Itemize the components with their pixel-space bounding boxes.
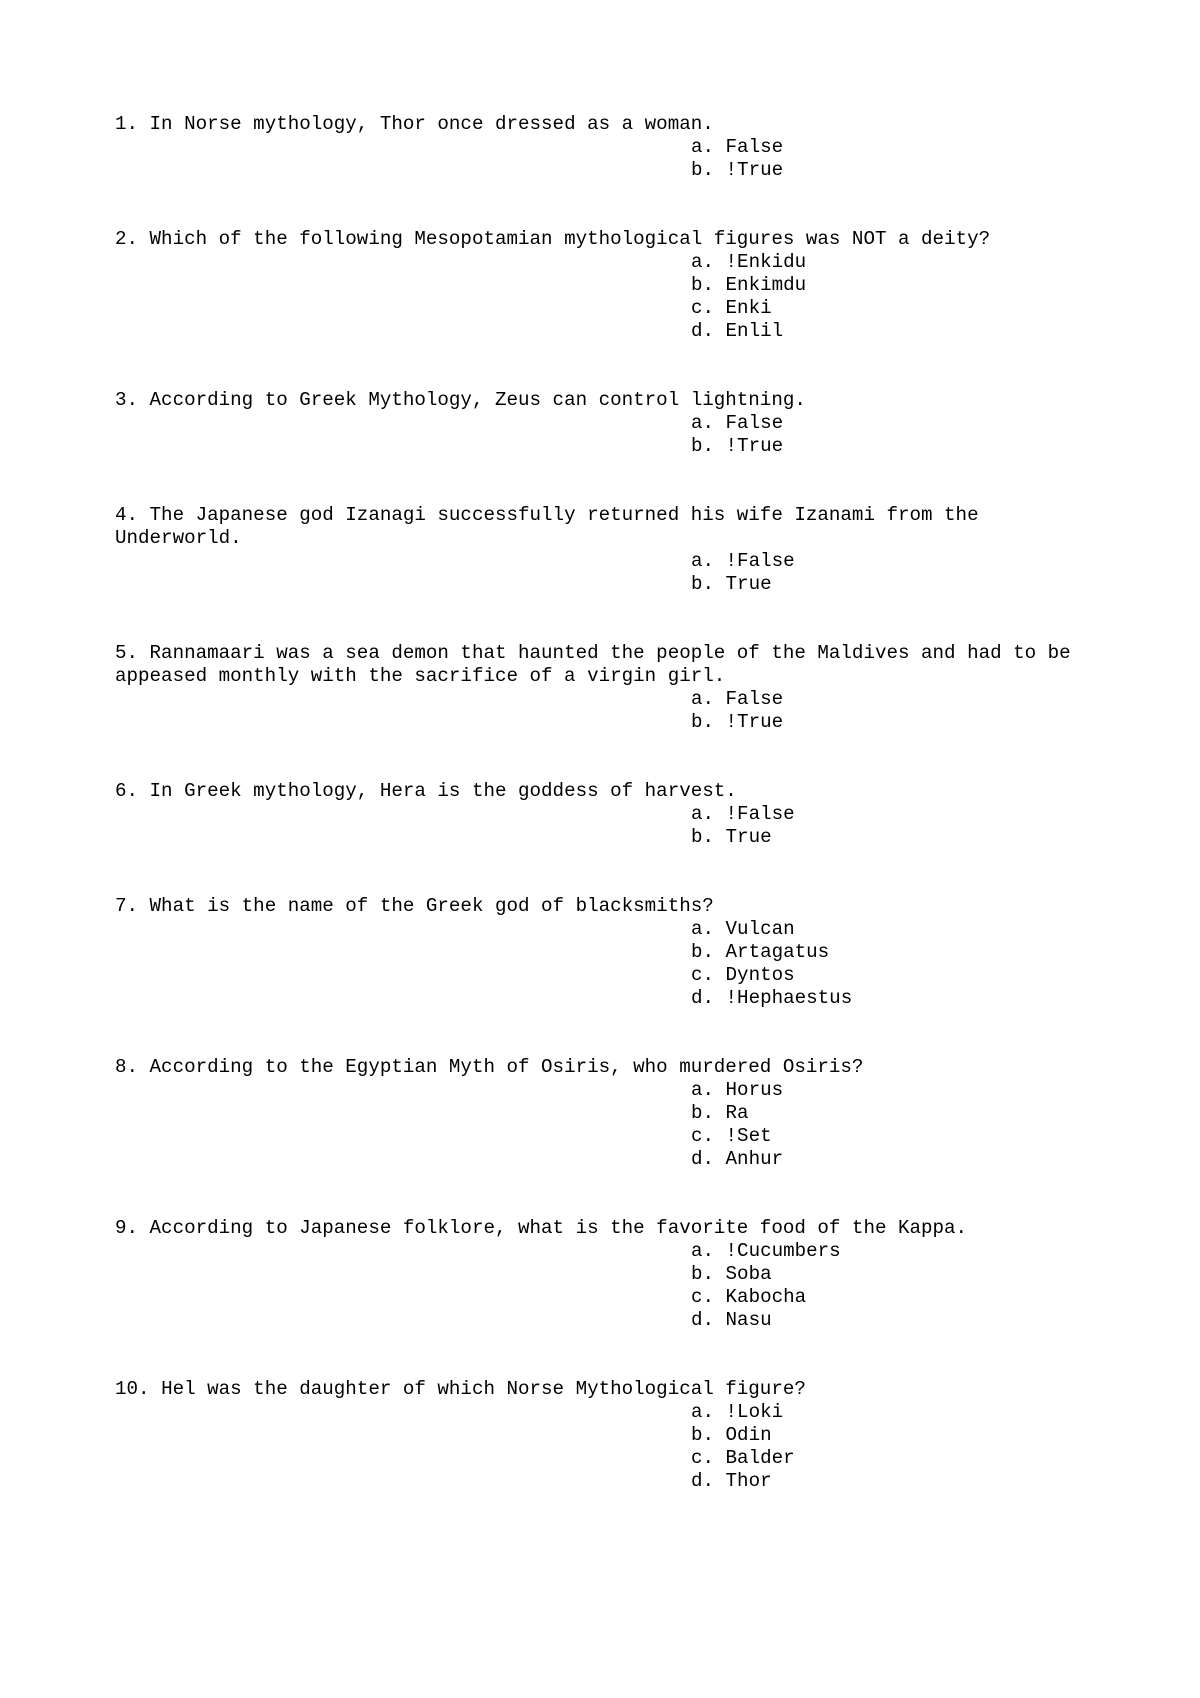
option-letter: b. bbox=[691, 159, 715, 181]
answer-option bbox=[691, 320, 1115, 343]
answer-options bbox=[115, 1240, 1115, 1332]
answer-options bbox=[115, 550, 1115, 596]
option-letter: d. bbox=[691, 320, 715, 342]
answer-options bbox=[115, 803, 1115, 849]
answer-option bbox=[691, 1447, 1115, 1470]
option-letter: d. bbox=[691, 1470, 715, 1492]
option-letter: a. bbox=[691, 1401, 715, 1423]
answer-option bbox=[691, 1079, 1115, 1102]
question-prompt: According to the Egyptian Myth of Osiris, who murdered Osiris? bbox=[149, 1056, 864, 1078]
answer-option bbox=[691, 1102, 1115, 1125]
answer-option bbox=[691, 1263, 1115, 1286]
option-text: Anhur bbox=[725, 1148, 784, 1170]
question-text bbox=[115, 504, 1115, 550]
quiz-question bbox=[115, 780, 1115, 849]
option-text: False bbox=[725, 412, 784, 434]
answer-option bbox=[691, 918, 1115, 941]
question-text bbox=[115, 895, 1115, 918]
option-letter: b. bbox=[691, 1263, 715, 1285]
answer-option bbox=[691, 964, 1115, 987]
question-number: 5. bbox=[115, 642, 139, 664]
quiz-question bbox=[115, 642, 1115, 734]
quiz-question bbox=[115, 504, 1115, 596]
quiz-question bbox=[115, 895, 1115, 1010]
option-text: Artagatus bbox=[725, 941, 830, 963]
answer-option bbox=[691, 688, 1115, 711]
option-text: Enki bbox=[725, 297, 772, 319]
question-text bbox=[115, 1378, 1115, 1401]
answer-options bbox=[115, 1079, 1115, 1171]
option-text: Enlil bbox=[725, 320, 784, 342]
answer-option bbox=[691, 550, 1115, 573]
question-number: 4. bbox=[115, 504, 139, 526]
option-letter: b. bbox=[691, 274, 715, 296]
option-letter: c. bbox=[691, 1125, 715, 1147]
option-text: !Enkidu bbox=[725, 251, 807, 273]
option-text: Kabocha bbox=[725, 1286, 807, 1308]
option-text: !False bbox=[725, 550, 795, 572]
answer-options bbox=[115, 688, 1115, 734]
option-letter: b. bbox=[691, 711, 715, 733]
answer-option bbox=[691, 1470, 1115, 1493]
answer-option bbox=[691, 573, 1115, 596]
option-text: Nasu bbox=[725, 1309, 772, 1331]
option-letter: b. bbox=[691, 1424, 715, 1446]
answer-option bbox=[691, 1240, 1115, 1263]
option-text: !Loki bbox=[725, 1401, 784, 1423]
answer-option bbox=[691, 826, 1115, 849]
question-number: 10. bbox=[115, 1378, 150, 1400]
option-text: !True bbox=[725, 159, 784, 181]
question-prompt: In Norse mythology, Thor once dressed as a woman. bbox=[149, 113, 714, 135]
question-number: 2. bbox=[115, 228, 139, 250]
answer-option bbox=[691, 412, 1115, 435]
answer-option bbox=[691, 1125, 1115, 1148]
option-text: Thor bbox=[725, 1470, 772, 1492]
option-letter: c. bbox=[691, 964, 715, 986]
option-letter: a. bbox=[691, 251, 715, 273]
option-letter: b. bbox=[691, 573, 715, 595]
answer-option bbox=[691, 274, 1115, 297]
question-text bbox=[115, 1056, 1115, 1079]
answer-options bbox=[115, 136, 1115, 182]
option-letter: b. bbox=[691, 1102, 715, 1124]
question-number: 7. bbox=[115, 895, 139, 917]
question-text bbox=[115, 780, 1115, 803]
answer-option bbox=[691, 711, 1115, 734]
option-letter: a. bbox=[691, 550, 715, 572]
question-prompt: What is the name of the Greek god of blacksmiths? bbox=[149, 895, 714, 917]
option-text: Ra bbox=[725, 1102, 749, 1124]
option-letter: a. bbox=[691, 688, 715, 710]
option-text: !Set bbox=[725, 1125, 772, 1147]
question-number: 9. bbox=[115, 1217, 139, 1239]
answer-option bbox=[691, 1309, 1115, 1332]
answer-options bbox=[115, 412, 1115, 458]
answer-option bbox=[691, 251, 1115, 274]
question-number: 3. bbox=[115, 389, 139, 411]
question-prompt: Which of the following Mesopotamian mythological figures was NOT a deity? bbox=[149, 228, 991, 250]
option-letter: c. bbox=[691, 297, 715, 319]
quiz-question bbox=[115, 1378, 1115, 1493]
option-text: !True bbox=[725, 435, 784, 457]
question-text bbox=[115, 642, 1115, 688]
option-text: Dyntos bbox=[725, 964, 795, 986]
answer-options bbox=[115, 251, 1115, 343]
answer-option bbox=[691, 159, 1115, 182]
answer-option bbox=[691, 803, 1115, 826]
option-letter: b. bbox=[691, 826, 715, 848]
option-letter: d. bbox=[691, 1309, 715, 1331]
quiz-question bbox=[115, 113, 1115, 182]
answer-option bbox=[691, 941, 1115, 964]
question-prompt: According to Greek Mythology, Zeus can control lightning. bbox=[149, 389, 806, 411]
answer-option bbox=[691, 136, 1115, 159]
option-text: True bbox=[725, 573, 772, 595]
question-text bbox=[115, 113, 1115, 136]
option-text: Vulcan bbox=[725, 918, 795, 940]
quiz-question-list bbox=[115, 113, 1115, 1539]
quiz-question bbox=[115, 389, 1115, 458]
option-letter: c. bbox=[691, 1447, 715, 1469]
option-text: !False bbox=[725, 803, 795, 825]
option-letter: c. bbox=[691, 1286, 715, 1308]
option-letter: a. bbox=[691, 136, 715, 158]
question-number: 1. bbox=[115, 113, 139, 135]
question-text bbox=[115, 1217, 1115, 1240]
answer-options bbox=[115, 1401, 1115, 1493]
option-text: False bbox=[725, 688, 784, 710]
option-text: False bbox=[725, 136, 784, 158]
answer-option bbox=[691, 1424, 1115, 1447]
option-text: True bbox=[725, 826, 772, 848]
question-prompt: Hel was the daughter of which Norse Mythological figure? bbox=[161, 1378, 806, 1400]
option-letter: a. bbox=[691, 1240, 715, 1262]
question-prompt: According to Japanese folklore, what is the favorite food of the Kappa. bbox=[149, 1217, 968, 1239]
answer-option bbox=[691, 1286, 1115, 1309]
option-letter: a. bbox=[691, 918, 715, 940]
option-letter: d. bbox=[691, 1148, 715, 1170]
answer-option bbox=[691, 987, 1115, 1010]
quiz-question bbox=[115, 228, 1115, 343]
option-letter: a. bbox=[691, 803, 715, 825]
question-number: 6. bbox=[115, 780, 139, 802]
answer-option bbox=[691, 435, 1115, 458]
option-text: !Cucumbers bbox=[725, 1240, 841, 1262]
answer-option bbox=[691, 1401, 1115, 1424]
option-text: Odin bbox=[725, 1424, 772, 1446]
quiz-question bbox=[115, 1217, 1115, 1332]
option-text: Soba bbox=[725, 1263, 772, 1285]
option-letter: d. bbox=[691, 987, 715, 1009]
option-letter: b. bbox=[691, 941, 715, 963]
question-text bbox=[115, 389, 1115, 412]
question-number: 8. bbox=[115, 1056, 139, 1078]
question-text bbox=[115, 228, 1115, 251]
answer-option bbox=[691, 297, 1115, 320]
option-letter: b. bbox=[691, 435, 715, 457]
quiz-question bbox=[115, 1056, 1115, 1171]
option-text: !Hephaestus bbox=[725, 987, 853, 1009]
option-text: !True bbox=[725, 711, 784, 733]
question-prompt: In Greek mythology, Hera is the goddess of harvest. bbox=[149, 780, 737, 802]
question-prompt: Rannamaari was a sea demon that haunted the people of the Maldives and had to be appeased monthly with the sacrifice of a virgin girl. bbox=[115, 642, 1083, 687]
answer-options bbox=[115, 918, 1115, 1010]
option-text: Enkimdu bbox=[725, 274, 807, 296]
option-text: Balder bbox=[725, 1447, 795, 1469]
option-letter: a. bbox=[691, 1079, 715, 1101]
question-prompt: The Japanese god Izanagi successfully returned his wife Izanami from the Underworld. bbox=[115, 504, 991, 549]
option-letter: a. bbox=[691, 412, 715, 434]
answer-option bbox=[691, 1148, 1115, 1171]
option-text: Horus bbox=[725, 1079, 784, 1101]
